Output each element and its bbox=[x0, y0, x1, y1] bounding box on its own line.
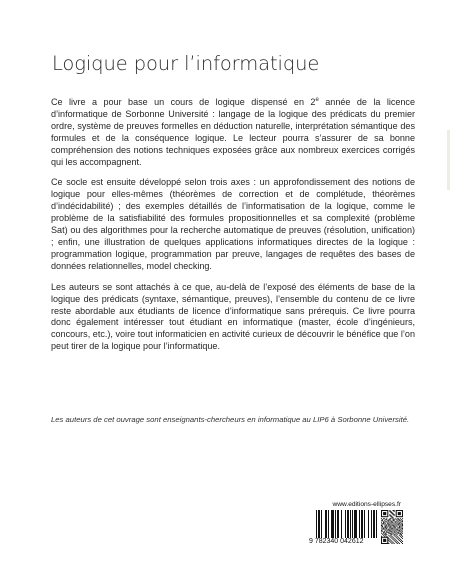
qr-module bbox=[381, 536, 382, 537]
qr-module bbox=[386, 534, 387, 535]
qr-module bbox=[389, 531, 390, 532]
qr-module bbox=[390, 525, 391, 526]
qr-module bbox=[390, 521, 391, 522]
qr-module bbox=[398, 521, 399, 522]
qr-module bbox=[381, 518, 382, 519]
qr-module bbox=[395, 528, 396, 529]
qr-module bbox=[394, 520, 395, 521]
qr-module bbox=[384, 536, 385, 537]
qr-module bbox=[401, 534, 402, 535]
qr-module bbox=[385, 519, 386, 520]
qr-module bbox=[389, 524, 390, 525]
qr-module bbox=[384, 524, 385, 525]
qr-module bbox=[386, 528, 387, 529]
qr-module bbox=[389, 526, 390, 527]
qr-module bbox=[391, 529, 392, 530]
qr-module bbox=[391, 534, 392, 535]
qr-module bbox=[383, 533, 384, 534]
qr-module bbox=[394, 510, 395, 511]
qr-module bbox=[388, 532, 389, 533]
barcode-bar bbox=[337, 510, 339, 538]
qr-module bbox=[396, 525, 397, 526]
qr-module bbox=[398, 542, 399, 543]
qr-module bbox=[389, 536, 390, 537]
barcode-bar bbox=[335, 510, 336, 538]
qr-module bbox=[397, 522, 398, 523]
qr-module bbox=[388, 521, 389, 522]
qr-module bbox=[398, 519, 399, 520]
qr-module bbox=[388, 529, 389, 530]
qr-module bbox=[386, 524, 387, 525]
qr-module bbox=[385, 528, 386, 529]
qr-module bbox=[395, 530, 396, 531]
qr-module bbox=[397, 524, 398, 525]
barcode-bar bbox=[350, 510, 351, 538]
qr-module bbox=[402, 536, 403, 537]
qr-module bbox=[386, 531, 387, 532]
qr-module bbox=[386, 521, 387, 522]
qr-module bbox=[383, 529, 384, 530]
qr-module bbox=[393, 510, 394, 511]
qr-module bbox=[389, 510, 390, 511]
qr-module bbox=[388, 535, 389, 536]
qr-module bbox=[394, 535, 395, 536]
qr-module bbox=[396, 531, 397, 532]
qr-module bbox=[398, 530, 399, 531]
qr-module bbox=[401, 525, 402, 526]
qr-module bbox=[399, 519, 400, 520]
qr-module bbox=[398, 537, 399, 538]
qr-module bbox=[397, 530, 398, 531]
qr-module bbox=[382, 525, 383, 526]
qr-module bbox=[385, 525, 386, 526]
qr-module bbox=[389, 518, 390, 519]
qr-module bbox=[402, 538, 403, 539]
qr-module bbox=[381, 525, 382, 526]
qr-module bbox=[390, 531, 391, 532]
qr-module bbox=[382, 534, 383, 535]
qr-module bbox=[395, 532, 396, 533]
qr-module bbox=[400, 524, 401, 525]
qr-module bbox=[400, 526, 401, 527]
qr-module bbox=[394, 532, 395, 533]
qr-module bbox=[382, 526, 383, 527]
qr-module bbox=[393, 530, 394, 531]
barcode-bar bbox=[347, 510, 349, 538]
qr-module bbox=[402, 525, 403, 526]
qr-module bbox=[399, 526, 400, 527]
barcode-bar bbox=[368, 510, 369, 538]
qr-module bbox=[393, 524, 394, 525]
qr-module bbox=[394, 531, 395, 532]
qr-module bbox=[402, 531, 403, 532]
qr-module bbox=[390, 533, 391, 534]
qr-module bbox=[388, 530, 389, 531]
back-cover-summary bbox=[51, 97, 415, 362]
qr-module bbox=[393, 517, 394, 518]
qr-module bbox=[391, 528, 392, 529]
qr-module bbox=[391, 517, 392, 518]
qr-module bbox=[393, 518, 394, 519]
qr-module bbox=[393, 539, 394, 540]
qr-module bbox=[384, 531, 385, 532]
qr-module bbox=[391, 538, 392, 539]
qr-module bbox=[394, 543, 395, 544]
qr-module bbox=[399, 530, 400, 531]
book-title: Logique pour l’informatique bbox=[52, 52, 320, 75]
barcode-bar bbox=[371, 510, 372, 538]
barcode-bar bbox=[345, 510, 346, 538]
qr-module bbox=[382, 531, 383, 532]
summary-paragraph-1-end: année de la licence d’informatique de Sorbonne Université : langage de la logique des prédicats du premier ordre, système de preuves formelles en déduction naturelle, interprétation sémantique des formules et de la conséquence logique. Le lecteur pourra s’assurer de sa bonne compréhension des notions techniques exposées grâce aux nombreux exercices corrigés qui les accompagnent. bbox=[51, 97, 415, 167]
qr-module bbox=[387, 530, 388, 531]
barcode-bar bbox=[359, 510, 360, 538]
qr-module bbox=[398, 532, 399, 533]
qr-module bbox=[388, 525, 389, 526]
qr-module bbox=[384, 522, 385, 523]
qr-module bbox=[386, 536, 387, 537]
qr-module bbox=[382, 523, 383, 524]
qr-module bbox=[395, 536, 396, 537]
qr-module bbox=[398, 533, 399, 534]
qr-module bbox=[401, 535, 402, 536]
qr-module bbox=[397, 543, 398, 544]
authors-note: Les auteurs de cet ouvrage sont enseignants-chercheurs en informatique au LIP6 à Sorbonne Université. bbox=[51, 415, 410, 424]
qr-module bbox=[390, 523, 391, 524]
qr-module bbox=[397, 541, 398, 542]
qr-module bbox=[394, 519, 395, 520]
qr-module bbox=[391, 516, 392, 517]
qr-module bbox=[398, 539, 399, 540]
qr-module bbox=[400, 522, 401, 523]
ean13-barcode-icon bbox=[316, 510, 377, 538]
qr-module bbox=[390, 520, 391, 521]
qr-module bbox=[381, 522, 382, 523]
qr-module bbox=[382, 529, 383, 530]
qr-module bbox=[396, 519, 397, 520]
barcode-bar bbox=[354, 510, 357, 538]
qr-module bbox=[383, 522, 384, 523]
barcode-bar bbox=[373, 510, 375, 538]
qr-module bbox=[397, 520, 398, 521]
qr-module bbox=[396, 521, 397, 522]
qr-module bbox=[387, 526, 388, 527]
qr-module bbox=[389, 511, 390, 512]
qr-module bbox=[394, 538, 395, 539]
qr-module bbox=[391, 524, 392, 525]
qr-module bbox=[389, 514, 390, 515]
qr-module bbox=[402, 529, 403, 530]
summary-paragraph-1-start: Ce livre a pour base un cours de logique dispensé en 2 bbox=[51, 97, 316, 107]
qr-module bbox=[385, 534, 386, 535]
qr-module bbox=[382, 520, 383, 521]
qr-module bbox=[396, 537, 397, 538]
qr-module bbox=[390, 537, 391, 538]
qr-module bbox=[402, 541, 403, 542]
qr-module bbox=[390, 534, 391, 535]
qr-module bbox=[385, 533, 386, 534]
qr-module bbox=[390, 540, 391, 541]
qr-module bbox=[399, 522, 400, 523]
qr-module bbox=[385, 521, 386, 522]
qr-module bbox=[398, 512, 401, 515]
qr-module bbox=[383, 528, 384, 529]
qr-module bbox=[397, 518, 398, 519]
qr-module bbox=[400, 531, 401, 532]
qr-module bbox=[399, 523, 400, 524]
qr-module bbox=[402, 520, 403, 521]
qr-module bbox=[390, 518, 391, 519]
qr-module bbox=[399, 525, 400, 526]
barcode-bar bbox=[321, 510, 322, 538]
publisher-website: www.editions-ellipses.fr bbox=[332, 501, 401, 508]
summary-paragraph-3: Les auteurs se sont attachés à ce que, au-delà de l’exposé des éléments de base de la logique des prédicats (syntaxe, sémantique, preuves), l’ensemble du contenu de ce livre reste abordable aux étudiants de licence d’informatique sans prérequis. Ce livre pourra donc également intéresser tout étudiant en informatique (master, école d’ingénieurs, concours, etc.), voire tout informaticien en activité curieux de découvrir le bénéfice que l’on peut tirer de la logique pour l’informatique. bbox=[51, 281, 415, 352]
qr-module bbox=[388, 540, 389, 541]
qr-module bbox=[389, 539, 390, 540]
barcode-bar bbox=[364, 510, 365, 538]
qr-module bbox=[397, 536, 398, 537]
qr-module bbox=[394, 534, 395, 535]
qr-module bbox=[389, 528, 390, 529]
qr-module bbox=[390, 529, 391, 530]
qr-module bbox=[400, 539, 401, 540]
qr-module bbox=[387, 532, 388, 533]
qr-module bbox=[384, 529, 385, 530]
qr-module bbox=[384, 534, 385, 535]
qr-module bbox=[386, 525, 387, 526]
qr-module bbox=[400, 536, 401, 537]
qr-module bbox=[391, 536, 392, 537]
qr-module bbox=[393, 514, 394, 515]
qr-module bbox=[398, 518, 399, 519]
qr-module bbox=[395, 518, 396, 519]
barcode-bar bbox=[361, 510, 363, 538]
qr-module bbox=[383, 518, 384, 519]
summary-paragraph-2: Ce socle est ensuite développé selon trois axes : un approfondissement des notions de logique pour elles-mêmes (théorèmes de correction et de complétude, théorèmes d’indécidabilité) ; des exemples détaillés de l’informatisation de la logique, comme le problème de la satisfiabilité des formules propositionnelles et sa complexité (problème Sat) ou des algorithmes pour la recherche automatique de preuves (résolution, unification) ; enfin, une illustration de quelques applications informatiques directes de la logique : programmation logique, programmation par preuve, langages de requêtes des bases de données relationnelles, model checking. bbox=[51, 177, 415, 271]
qr-module bbox=[400, 534, 401, 535]
qr-module bbox=[391, 522, 392, 523]
qr-module bbox=[397, 538, 398, 539]
qr-module bbox=[400, 541, 401, 542]
qr-module bbox=[384, 518, 385, 519]
qr-module bbox=[400, 520, 401, 521]
qr-module bbox=[399, 528, 400, 529]
qr-module bbox=[386, 529, 387, 530]
qr-module bbox=[385, 523, 386, 524]
qr-module bbox=[399, 538, 400, 539]
qr-module bbox=[397, 534, 398, 535]
qr-module bbox=[399, 533, 400, 534]
qr-module bbox=[400, 518, 401, 519]
qr-module bbox=[391, 512, 392, 513]
ordinal-superscript: e bbox=[315, 96, 319, 103]
qr-module bbox=[396, 523, 397, 524]
qr-module bbox=[388, 533, 389, 534]
qr-module bbox=[396, 533, 397, 534]
qr-module bbox=[396, 535, 397, 536]
qr-module bbox=[391, 532, 392, 533]
qr-module bbox=[401, 521, 402, 522]
qr-module bbox=[395, 524, 396, 525]
qr-module bbox=[389, 519, 390, 520]
qr-module bbox=[381, 531, 382, 532]
qr-module bbox=[388, 524, 389, 525]
qr-module bbox=[391, 543, 392, 544]
barcode-bar bbox=[328, 510, 329, 538]
qr-module bbox=[395, 534, 396, 535]
qr-module bbox=[402, 524, 403, 525]
qr-module bbox=[398, 523, 399, 524]
barcode-bar bbox=[352, 510, 353, 538]
qr-module bbox=[381, 528, 382, 529]
qr-module bbox=[399, 535, 400, 536]
barcode-bar bbox=[341, 510, 342, 538]
qr-code-icon bbox=[381, 510, 403, 544]
qr-module bbox=[395, 539, 396, 540]
qr-module bbox=[401, 528, 402, 529]
qr-module bbox=[391, 531, 392, 532]
qr-module bbox=[396, 542, 397, 543]
qr-module bbox=[385, 526, 386, 527]
qr-module bbox=[396, 529, 397, 530]
qr-module bbox=[381, 524, 382, 525]
qr-module bbox=[381, 530, 382, 531]
qr-module bbox=[402, 533, 403, 534]
barcode-bar bbox=[316, 510, 317, 538]
barcode-bar bbox=[376, 510, 377, 538]
qr-module bbox=[401, 537, 402, 538]
qr-module bbox=[381, 520, 382, 521]
qr-module bbox=[394, 523, 395, 524]
qr-module bbox=[390, 535, 391, 536]
qr-module bbox=[400, 533, 401, 534]
qr-module bbox=[395, 541, 396, 542]
qr-module bbox=[389, 530, 390, 531]
qr-module bbox=[387, 520, 388, 521]
qr-module bbox=[393, 522, 394, 523]
qr-module bbox=[393, 537, 394, 538]
qr-module bbox=[389, 541, 390, 542]
qr-module bbox=[402, 521, 403, 522]
qr-module bbox=[393, 520, 394, 521]
qr-module bbox=[387, 522, 388, 523]
qr-module bbox=[395, 522, 396, 523]
qr-module bbox=[383, 521, 384, 522]
qr-module bbox=[384, 520, 385, 521]
qr-module bbox=[399, 520, 400, 521]
qr-module bbox=[398, 528, 399, 529]
qr-module bbox=[394, 511, 395, 512]
qr-module bbox=[387, 523, 388, 524]
qr-module bbox=[398, 524, 399, 525]
qr-module bbox=[389, 522, 390, 523]
qr-module bbox=[385, 535, 386, 536]
qr-module bbox=[389, 533, 390, 534]
qr-module bbox=[394, 514, 395, 515]
qr-module bbox=[383, 539, 386, 542]
qr-module bbox=[386, 532, 387, 533]
qr-module bbox=[390, 516, 391, 517]
qr-module bbox=[390, 511, 391, 512]
qr-module bbox=[401, 523, 402, 524]
qr-module bbox=[383, 523, 384, 524]
qr-module bbox=[383, 512, 386, 515]
qr-module bbox=[402, 523, 403, 524]
qr-module bbox=[385, 530, 386, 531]
qr-module bbox=[388, 538, 389, 539]
qr-module bbox=[384, 532, 385, 533]
qr-module bbox=[391, 541, 392, 542]
qr-module bbox=[393, 525, 394, 526]
qr-module bbox=[401, 530, 402, 531]
qr-module bbox=[388, 523, 389, 524]
qr-module bbox=[397, 532, 398, 533]
qr-module bbox=[383, 532, 384, 533]
qr-module bbox=[401, 542, 402, 543]
qr-module bbox=[388, 520, 389, 521]
qr-module bbox=[389, 515, 390, 516]
qr-module bbox=[394, 529, 395, 530]
qr-module bbox=[394, 525, 395, 526]
qr-module bbox=[382, 519, 383, 520]
qr-module bbox=[386, 519, 387, 520]
qr-module bbox=[393, 519, 394, 520]
qr-module bbox=[388, 543, 389, 544]
qr-module bbox=[386, 518, 387, 519]
qr-module bbox=[391, 513, 392, 514]
qr-module bbox=[384, 526, 385, 527]
qr-module bbox=[401, 532, 402, 533]
qr-module bbox=[395, 521, 396, 522]
qr-module bbox=[390, 542, 391, 543]
qr-module bbox=[401, 540, 402, 541]
qr-module bbox=[402, 543, 403, 544]
qr-module bbox=[394, 526, 395, 527]
barcode-bar bbox=[318, 510, 320, 538]
qr-module bbox=[394, 540, 395, 541]
qr-module bbox=[399, 531, 400, 532]
qr-module bbox=[395, 526, 396, 527]
qr-module bbox=[402, 528, 403, 529]
qr-module bbox=[402, 518, 403, 519]
isbn-number: 9 782340 042612 bbox=[309, 538, 364, 545]
qr-module bbox=[399, 540, 400, 541]
qr-module bbox=[397, 526, 398, 527]
qr-module bbox=[399, 543, 400, 544]
qr-module bbox=[394, 515, 395, 516]
qr-module bbox=[391, 521, 392, 522]
qr-module bbox=[388, 519, 389, 520]
qr-module bbox=[390, 515, 391, 516]
qr-module bbox=[396, 540, 397, 541]
qr-module bbox=[401, 519, 402, 520]
barcode-bar bbox=[325, 510, 327, 538]
summary-paragraph-1 bbox=[51, 97, 415, 168]
qr-module bbox=[393, 542, 394, 543]
qr-module bbox=[393, 528, 394, 529]
qr-module bbox=[393, 533, 394, 534]
qr-module bbox=[390, 526, 391, 527]
qr-module bbox=[393, 513, 394, 514]
qr-module bbox=[390, 512, 391, 513]
qr-module bbox=[381, 533, 382, 534]
qr-module bbox=[383, 535, 384, 536]
barcode-bar bbox=[331, 510, 334, 538]
qr-module bbox=[397, 529, 398, 530]
qr-module bbox=[400, 529, 401, 530]
isbn-barcode bbox=[309, 510, 377, 546]
